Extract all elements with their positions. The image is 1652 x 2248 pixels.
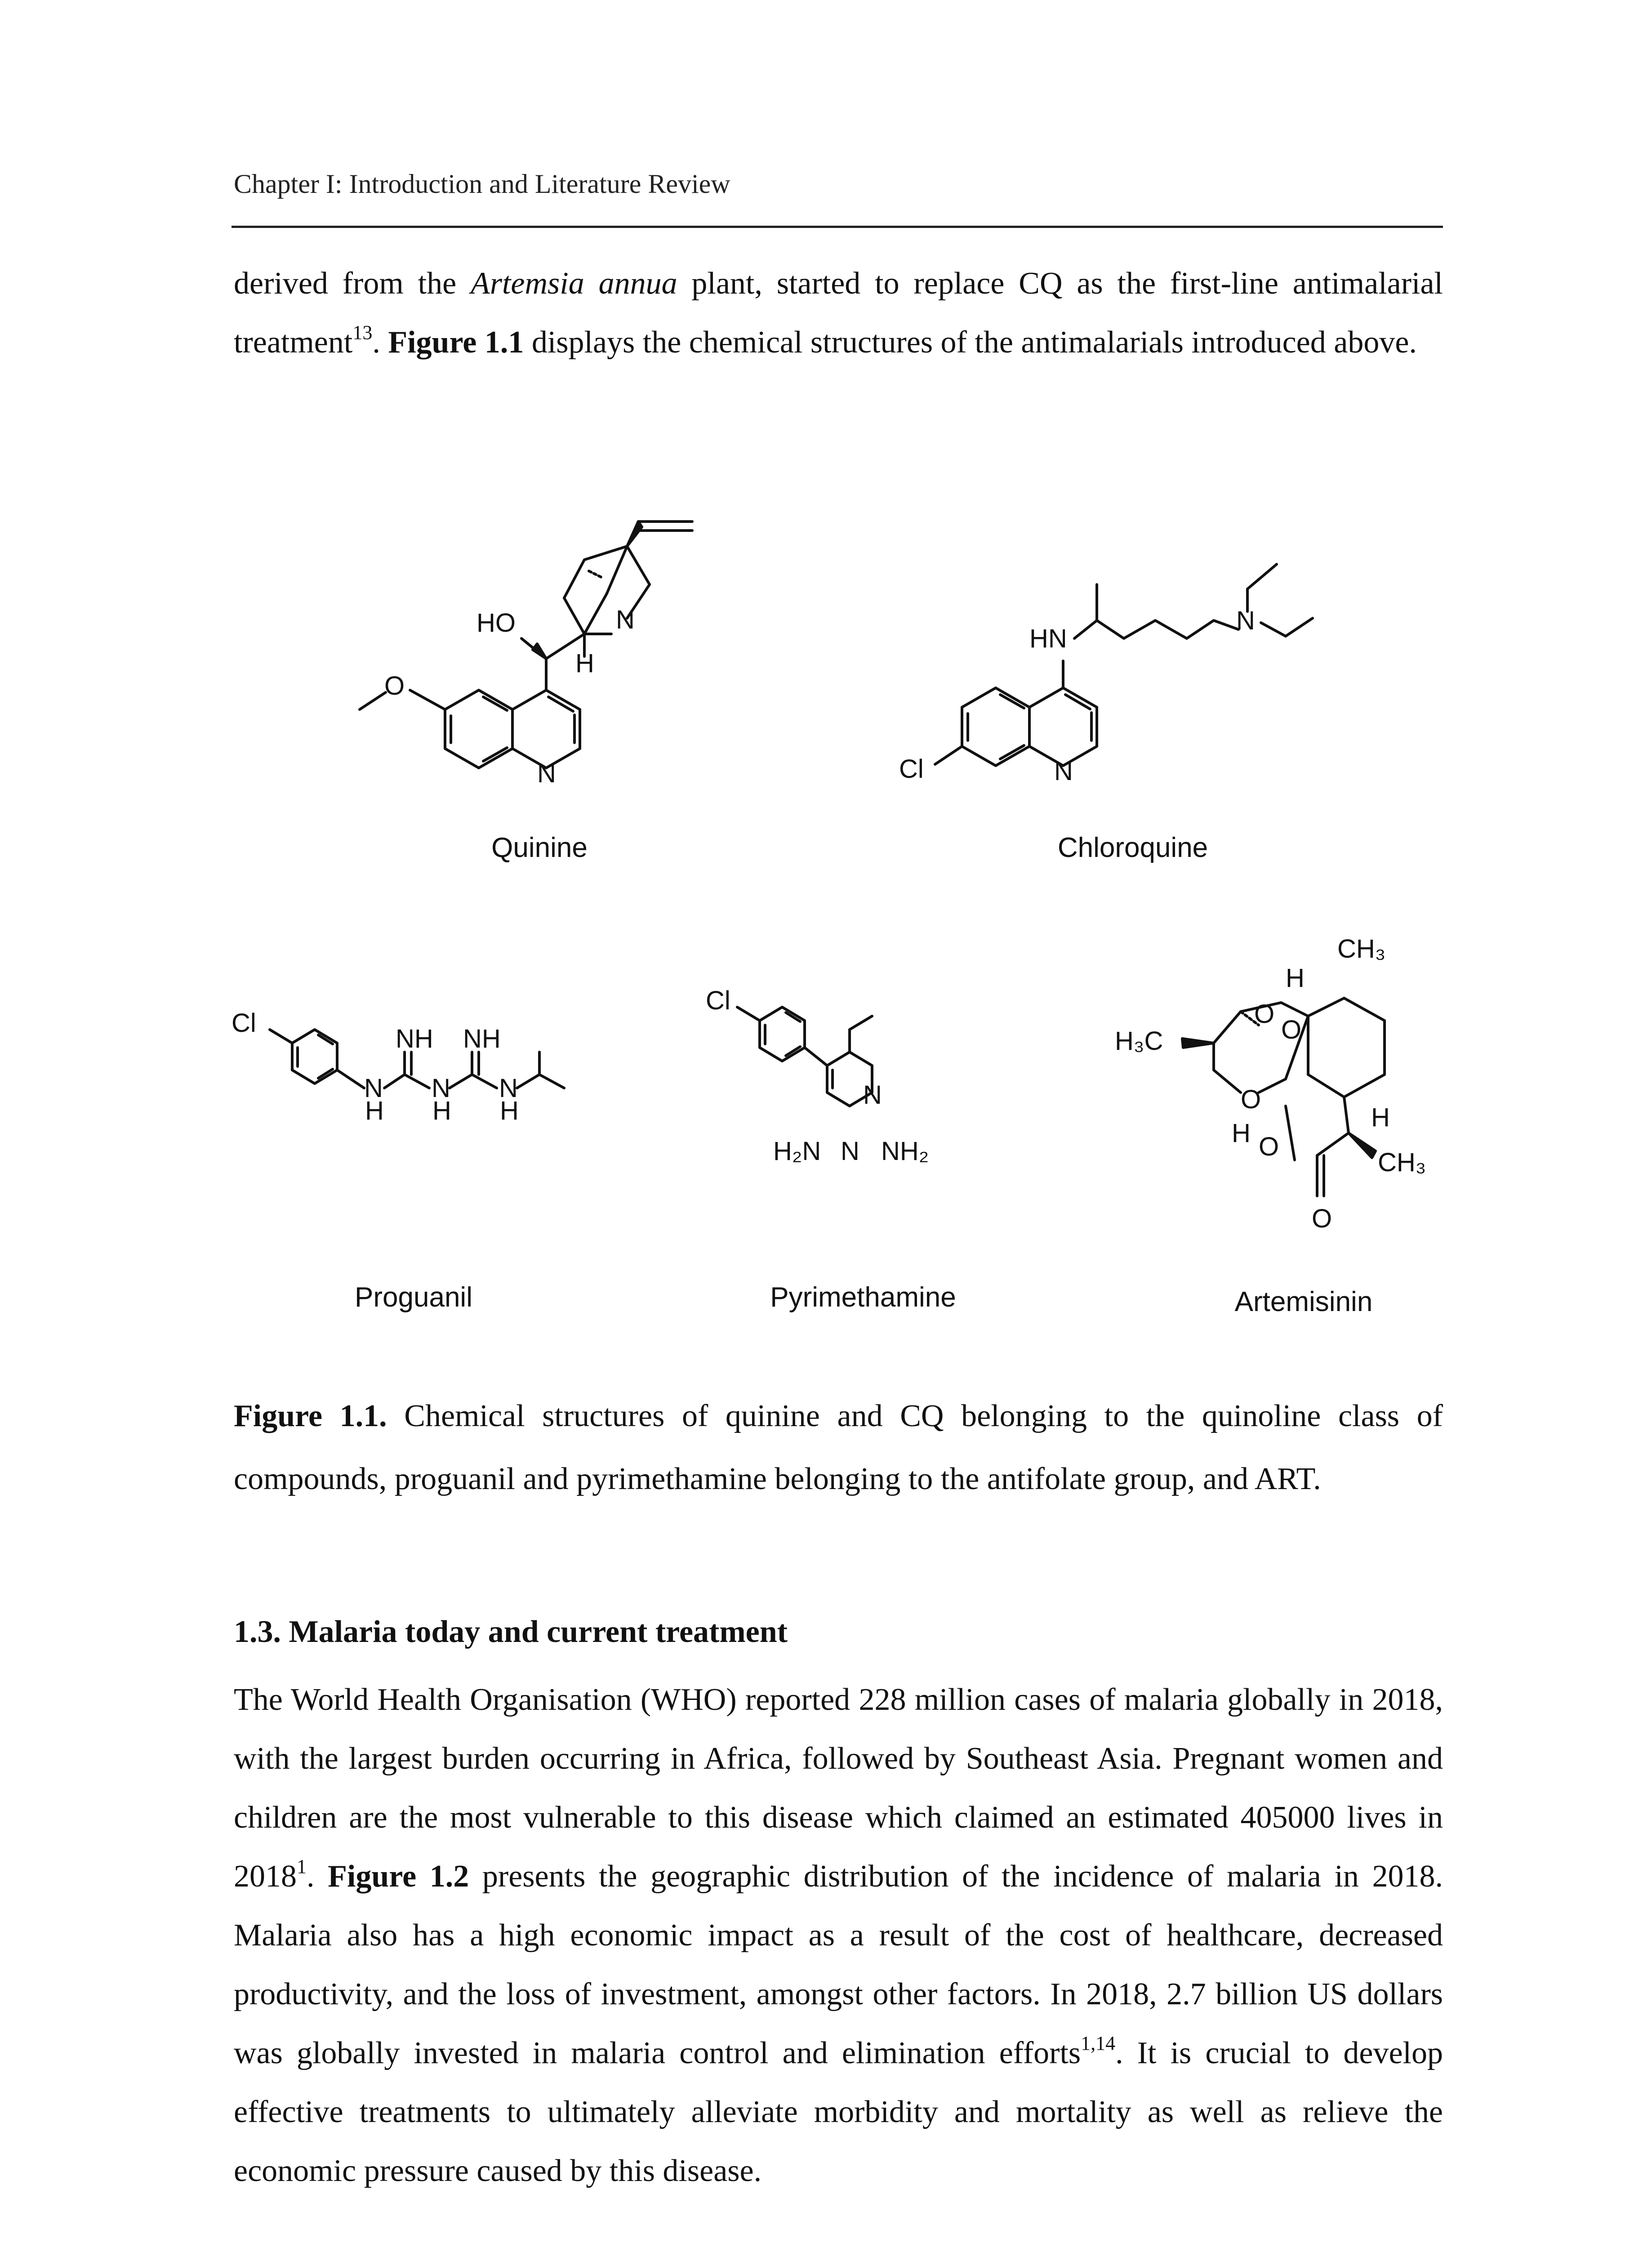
svg-text:N: N <box>432 1074 450 1103</box>
structures-drawing <box>0 477 1652 1331</box>
svg-text:HO: HO <box>476 608 516 638</box>
molecule-label-pyrimethamine: Pyrimethamine <box>770 1282 956 1313</box>
svg-text:NH₂: NH₂ <box>881 1137 929 1166</box>
svg-text:N: N <box>863 1080 882 1110</box>
header-rule <box>232 226 1443 228</box>
svg-text:O: O <box>1241 1085 1261 1114</box>
svg-text:N: N <box>1236 606 1255 635</box>
artemisinin-structure <box>1115 934 1426 1233</box>
page-header-title: Chapter I: Introduction and Literature Review <box>234 169 730 199</box>
svg-text:N: N <box>364 1074 383 1103</box>
svg-text:Cl: Cl <box>706 986 730 1015</box>
svg-text:CH₃: CH₃ <box>1337 934 1386 963</box>
citation: 1,14 <box>1081 2032 1116 2054</box>
svg-text:O: O <box>1281 1015 1302 1044</box>
svg-text:O: O <box>1312 1204 1332 1233</box>
caption-text: Chemical structures of quinine and CQ belonging to the quinoline class of compounds, proguanil and pyrimethamine belonging to the antifolate group, and ART. <box>234 1399 1443 1496</box>
citation: 1 <box>297 1855 307 1878</box>
svg-text:N: N <box>841 1137 859 1166</box>
svg-text:H: H <box>1232 1119 1251 1148</box>
svg-text:H: H <box>575 649 594 678</box>
svg-text:O: O <box>384 671 405 700</box>
pyrimethamine-structure <box>706 986 929 1166</box>
svg-text:H: H <box>365 1096 384 1125</box>
svg-text:N: N <box>537 759 556 788</box>
svg-text:H: H <box>432 1096 451 1125</box>
svg-text:H: H <box>500 1096 519 1125</box>
svg-text:Cl: Cl <box>232 1008 256 1038</box>
figure-caption <box>234 1385 1443 1511</box>
svg-text:N: N <box>499 1074 518 1103</box>
section-paragraph: The World Health Organisation (WHO) reported 228 million cases of malaria globally in 2018, with the largest burden occurring in Africa, followed by Southeast Asia. Pregnant women and children are the most vulnerable to this disease which claimed an estimated 405000 lives in 2018$^1$. Figure 1.2 presents the geographic distribution of the incidence of malaria in 2018. Malaria also has a high economic impact as a result of the cost of healthcare, decreased productivity, and the loss of investment, amongst other factors. In 2018, 2.7 billion US dollars was globally invested in malaria control and elimination efforts$^{1,14}$. It is crucial to develop effective treatments to ultimately alleviate morbidity and mortality as well as relieve the economic pressure caused by this disease. <box>234 1682 1443 2188</box>
proguanil-structure <box>232 1008 564 1125</box>
chloroquine-structure <box>899 564 1313 786</box>
section-heading: 1.3. Malaria today and current treatment <box>234 1615 788 1649</box>
figure-reference: Figure 1.2 <box>328 1859 469 1894</box>
svg-text:H: H <box>1371 1103 1390 1132</box>
intro-paragraph: derived from the Artemsia annua plant, started to replace CQ as the first-line antimalarial treatment$^{13}$. Figure 1.1 displays the chemical structures of the antimalarials introduced above. <box>234 266 1443 360</box>
svg-text:O: O <box>1259 1132 1279 1161</box>
svg-text:H: H <box>1286 963 1305 993</box>
citation: 13 <box>352 321 373 343</box>
molecule-label-chloroquine: Chloroquine <box>1057 832 1208 863</box>
caption-label: Figure 1.1. <box>234 1399 387 1433</box>
svg-text:CH₃: CH₃ <box>1378 1148 1426 1177</box>
molecule-label-quinine: Quinine <box>491 832 588 863</box>
quinine-structure <box>360 522 692 788</box>
svg-text:NH: NH <box>463 1024 501 1053</box>
svg-text:O: O <box>1254 999 1275 1029</box>
svg-text:H₂N: H₂N <box>773 1137 821 1166</box>
svg-text:NH: NH <box>396 1024 433 1053</box>
figure-chemical-structures <box>0 477 1652 1331</box>
svg-text:HN: HN <box>1029 624 1067 653</box>
species-name: Artemsia annua <box>470 266 677 301</box>
molecule-label-artemisinin: Artemisinin <box>1234 1286 1373 1317</box>
svg-text:H₃C: H₃C <box>1115 1026 1163 1056</box>
svg-text:Cl: Cl <box>899 754 924 784</box>
svg-text:N: N <box>1054 757 1073 786</box>
figure-reference: Figure 1.1 <box>388 325 524 360</box>
molecule-label-proguanil: Proguanil <box>355 1282 472 1313</box>
svg-text:N: N <box>616 605 635 634</box>
